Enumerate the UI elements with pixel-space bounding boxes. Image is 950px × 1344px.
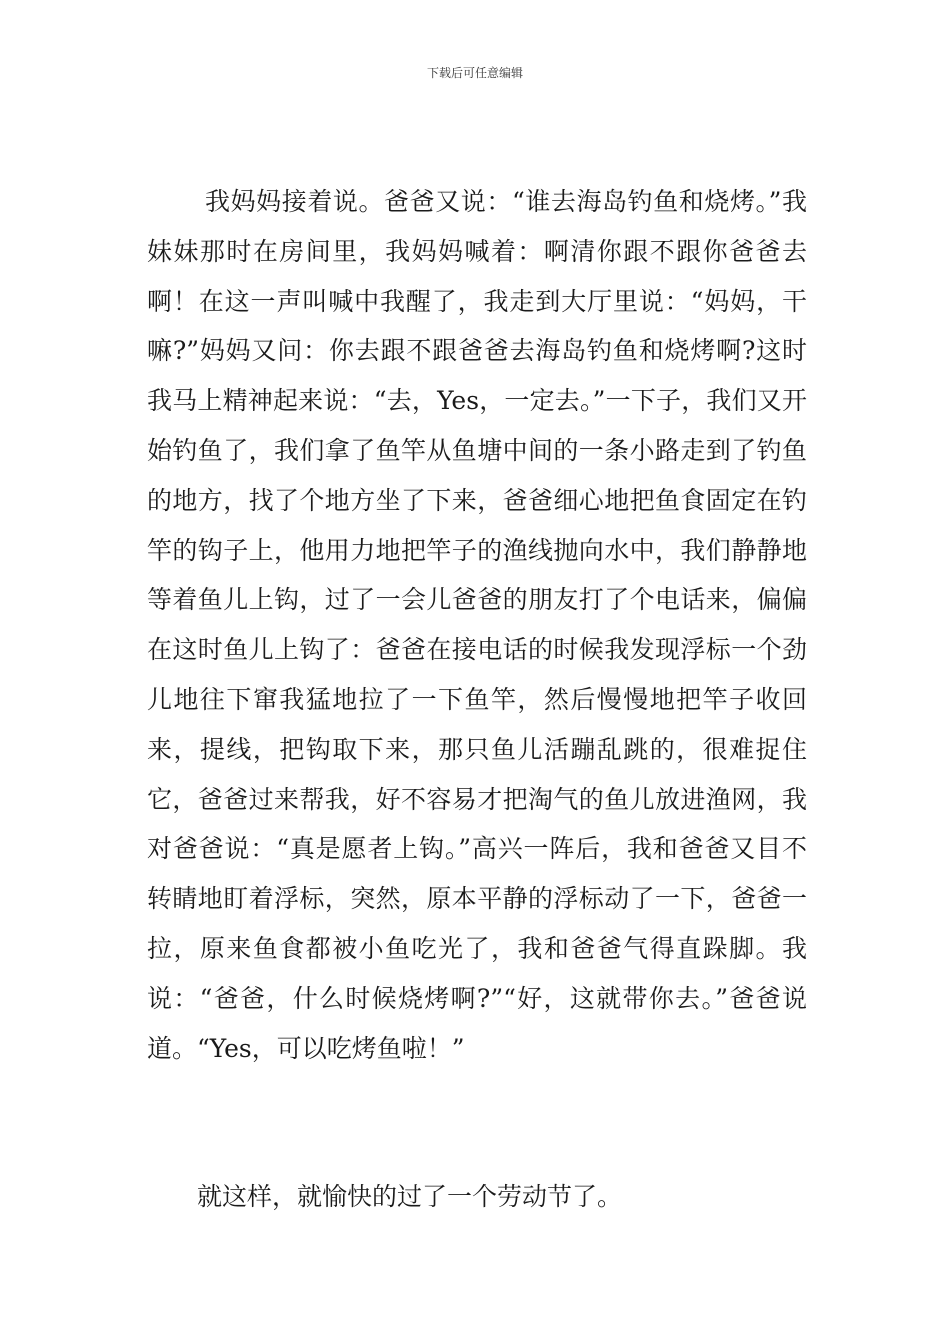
- paragraph-1: 我妈妈接着说。爸爸又说：“谁去海岛钓鱼和烧烤。”我妹妹那时在房间里，我妈妈喊着：啊清你跟不跟你爸爸去啊！在这一声叫喊中我醒了，我走到大厅里说：“妈妈，干嘛?”妈妈又问：你去跟不跟爸爸去海岛钓鱼和烧烤啊?这时我马上精神起来说：“去，Yes，一定去。”一下子，我们又开始钓鱼了，我们拿了鱼竿从鱼塘中间的一条小路走到了钓鱼的地方，找了个地方坐了下来，爸爸细心地把鱼食固定在钓竿的钩子上，他用力地把竿子的渔线抛向水中，我们静静地等着鱼儿上钩，过了一会儿爸爸的朋友打了个电话来，偏偏在这时鱼儿上钩了：爸爸在接电话的时候我发现浮标一个劲儿地往下窜我猛地拉了一下鱼竿，然后慢慢地把竿子收回来，提线，把钩取下来，那只鱼儿活蹦乱跳的，很难捉住它，爸爸过来帮我，好不容易才把淘气的鱼儿放进渔网，我对爸爸说：“真是愿者上钩。”高兴一阵后，我和爸爸又目不转睛地盯着浮标，突然，原本平静的浮标动了一下，爸爸一拉，原来鱼食都被小鱼吃光了，我和爸爸气得直跺脚。我说：“爸爸，什么时候烧烤啊?”“好，这就带你去。”爸爸说道。“Yes，可以吃烤鱼啦！”: [147, 187, 807, 1063]
- paragraph-2: 就这样，就愉快的过了一个劳动节了。: [197, 1182, 623, 1211]
- page-header: 下载后可任意编辑: [426, 66, 523, 80]
